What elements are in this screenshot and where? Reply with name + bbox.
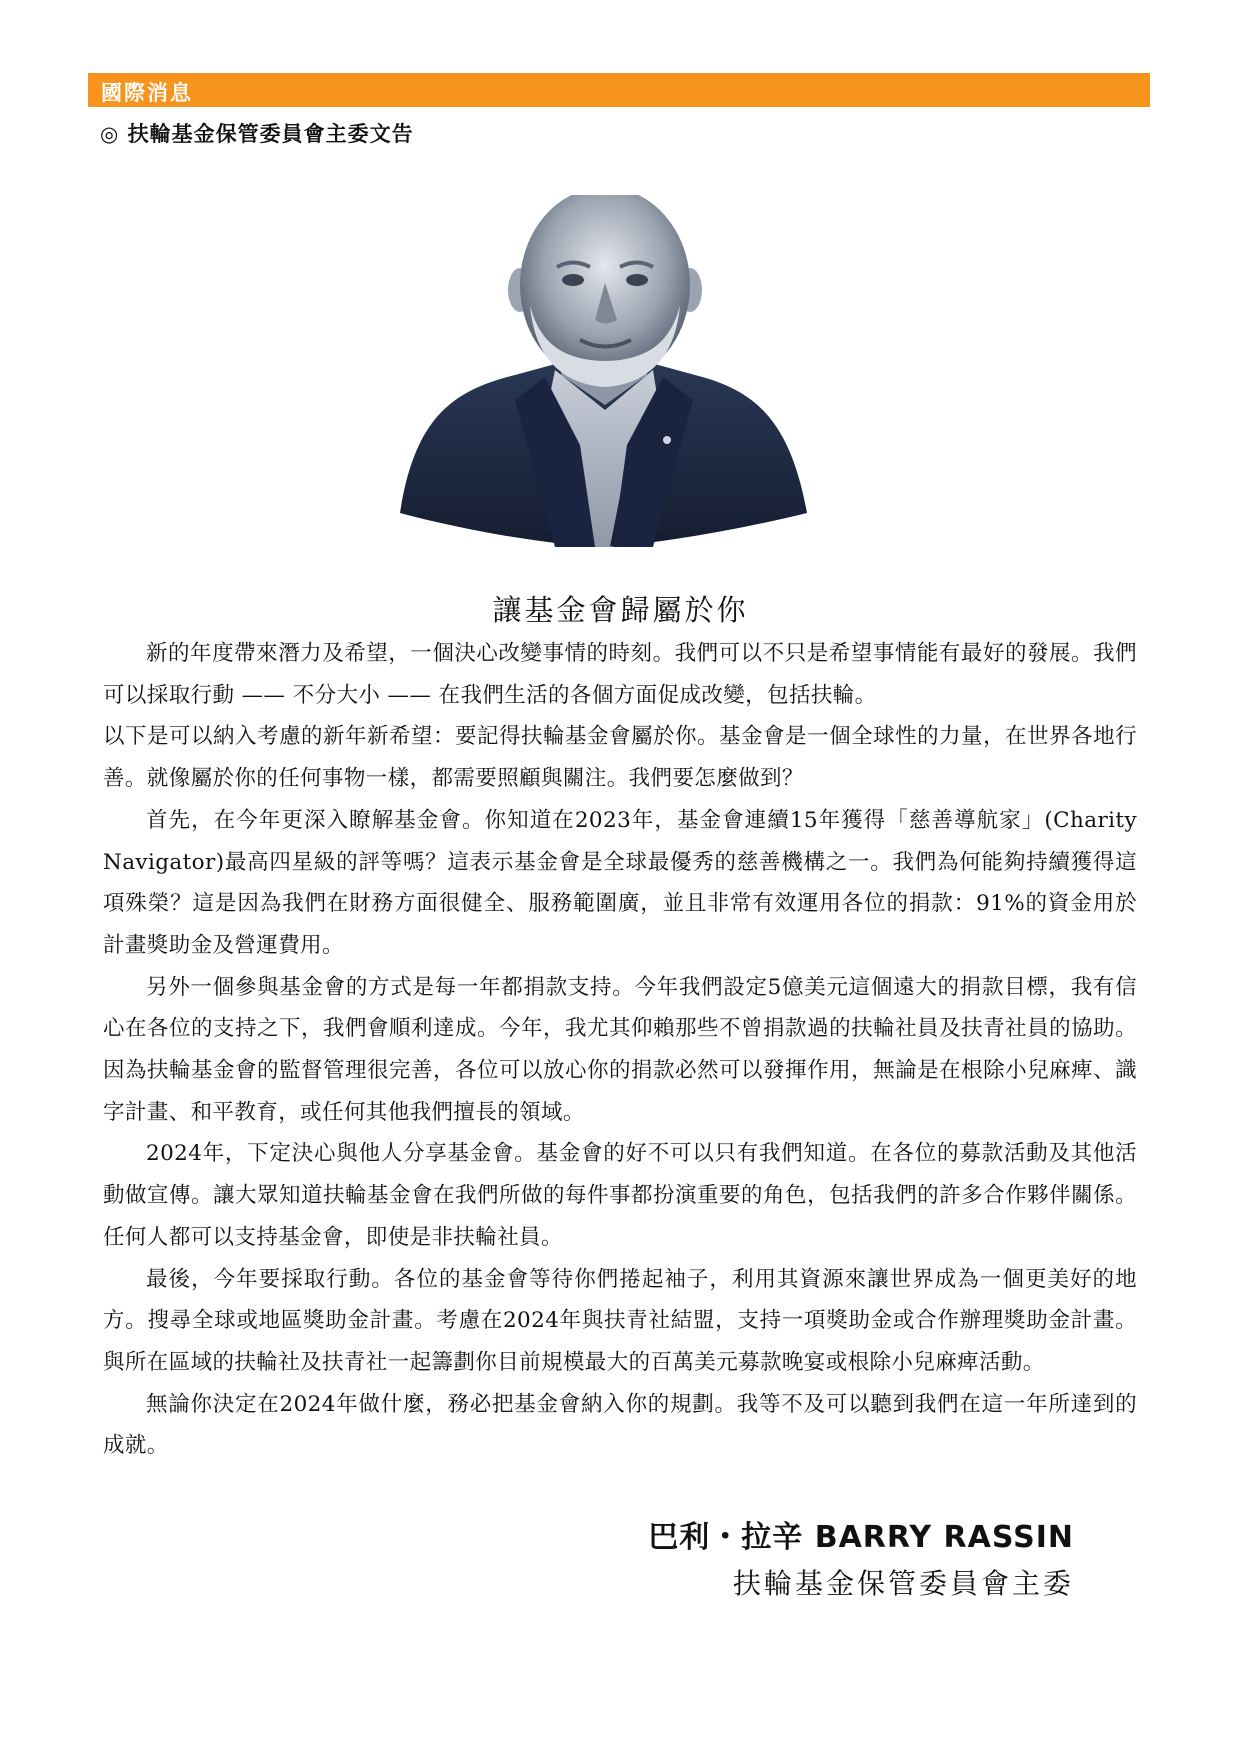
signature-title: 扶輪基金保管委員會主委 (732, 1567, 1074, 1600)
article-title: 讓基金會歸屬於你 (492, 593, 749, 627)
section-label: 國際消息 (101, 81, 193, 105)
portrait-image (395, 195, 815, 550)
paragraph: 以下是可以納入考慮的新年新希望：要記得扶輪基金會屬於你。基金會是一個全球性的力量，在世界各地行善。就像屬於你的任何事物一樣，都需要照顧與關注。我們要怎麼做到？ (103, 724, 1137, 792)
section-header-bar (88, 73, 1150, 107)
paragraph: 新的年度帶來潛力及希望，一個決心改變事情的時刻。我們可以不只是希望事情能有最好的發展。我們可以採取行動 —— 不分大小 —— 在我們生活的各個方面促成改變，包括扶輪。 (103, 641, 1137, 708)
paragraph: 另外一個參與基金會的方式是每一年都捐款支持。今年我們設定5億美元這個遠大的捐款目標，我有信心在各位的支持之下，我們會順利達成。今年，我尤其仰賴那些不曾捐款過的扶輪社員及扶青社員的協助。因為扶輪基金會的監督管理很完善，各位可以放心你的捐款必然可以發揮作用，無論是在根除小兒麻痺、識字計畫、和平教育，或任何其他我們擅長的領域。 (103, 974, 1137, 1125)
paragraph: 無論你決定在2024年做什麼，務必把基金會納入你的規劃。我等不及可以聽到我們在這一年所達到的成就。 (103, 1391, 1137, 1459)
signature-name: 巴利・拉辛 BARRY RASSIN (648, 1520, 1074, 1555)
paragraph: 最後，今年要採取行動。各位的基金會等待你們捲起袖子，利用其資源來讓世界成為一個更美好的地方。搜尋全球或地區獎助金計畫。考慮在2024年與扶青社結盟，支持一項獎助金或合作辦理獎助金計畫。與所在區域的扶輪社及扶青社一起籌劃你目前規模最大的百萬美元募款晚宴或根除小兒麻痺活動。 (103, 1266, 1137, 1375)
article-body (103, 633, 1137, 1467)
article-subheading: ◎ 扶輪基金保管委員會主委文告 (100, 122, 414, 146)
paragraph: 2024年，下定決心與他人分享基金會。基金會的好不可以只有我們知道。在各位的募款活動及其他活動做宣傳。讓大眾知道扶輪基金會在我們所做的每件事都扮演重要的角色，包括我們的許多合作夥伴關係。任何人都可以支持基金會，即使是非扶輪社員。 (103, 1141, 1137, 1250)
paragraph: 首先，在今年更深入瞭解基金會。你知道在2023年，基金會連續15年獲得「慈善導航家」(Charity Navigator)最高四星級的評等嗎？這表示基金會是全球最優秀的慈善機構之一。我們為何能夠持續獲得這項殊榮？這是因為我們在財務方面很健全、服務範圍廣，並且非常有效運用各位的捐款：91%的資金用於計畫獎助金及營運費用。 (103, 807, 1137, 958)
portrait-icon (395, 195, 815, 550)
